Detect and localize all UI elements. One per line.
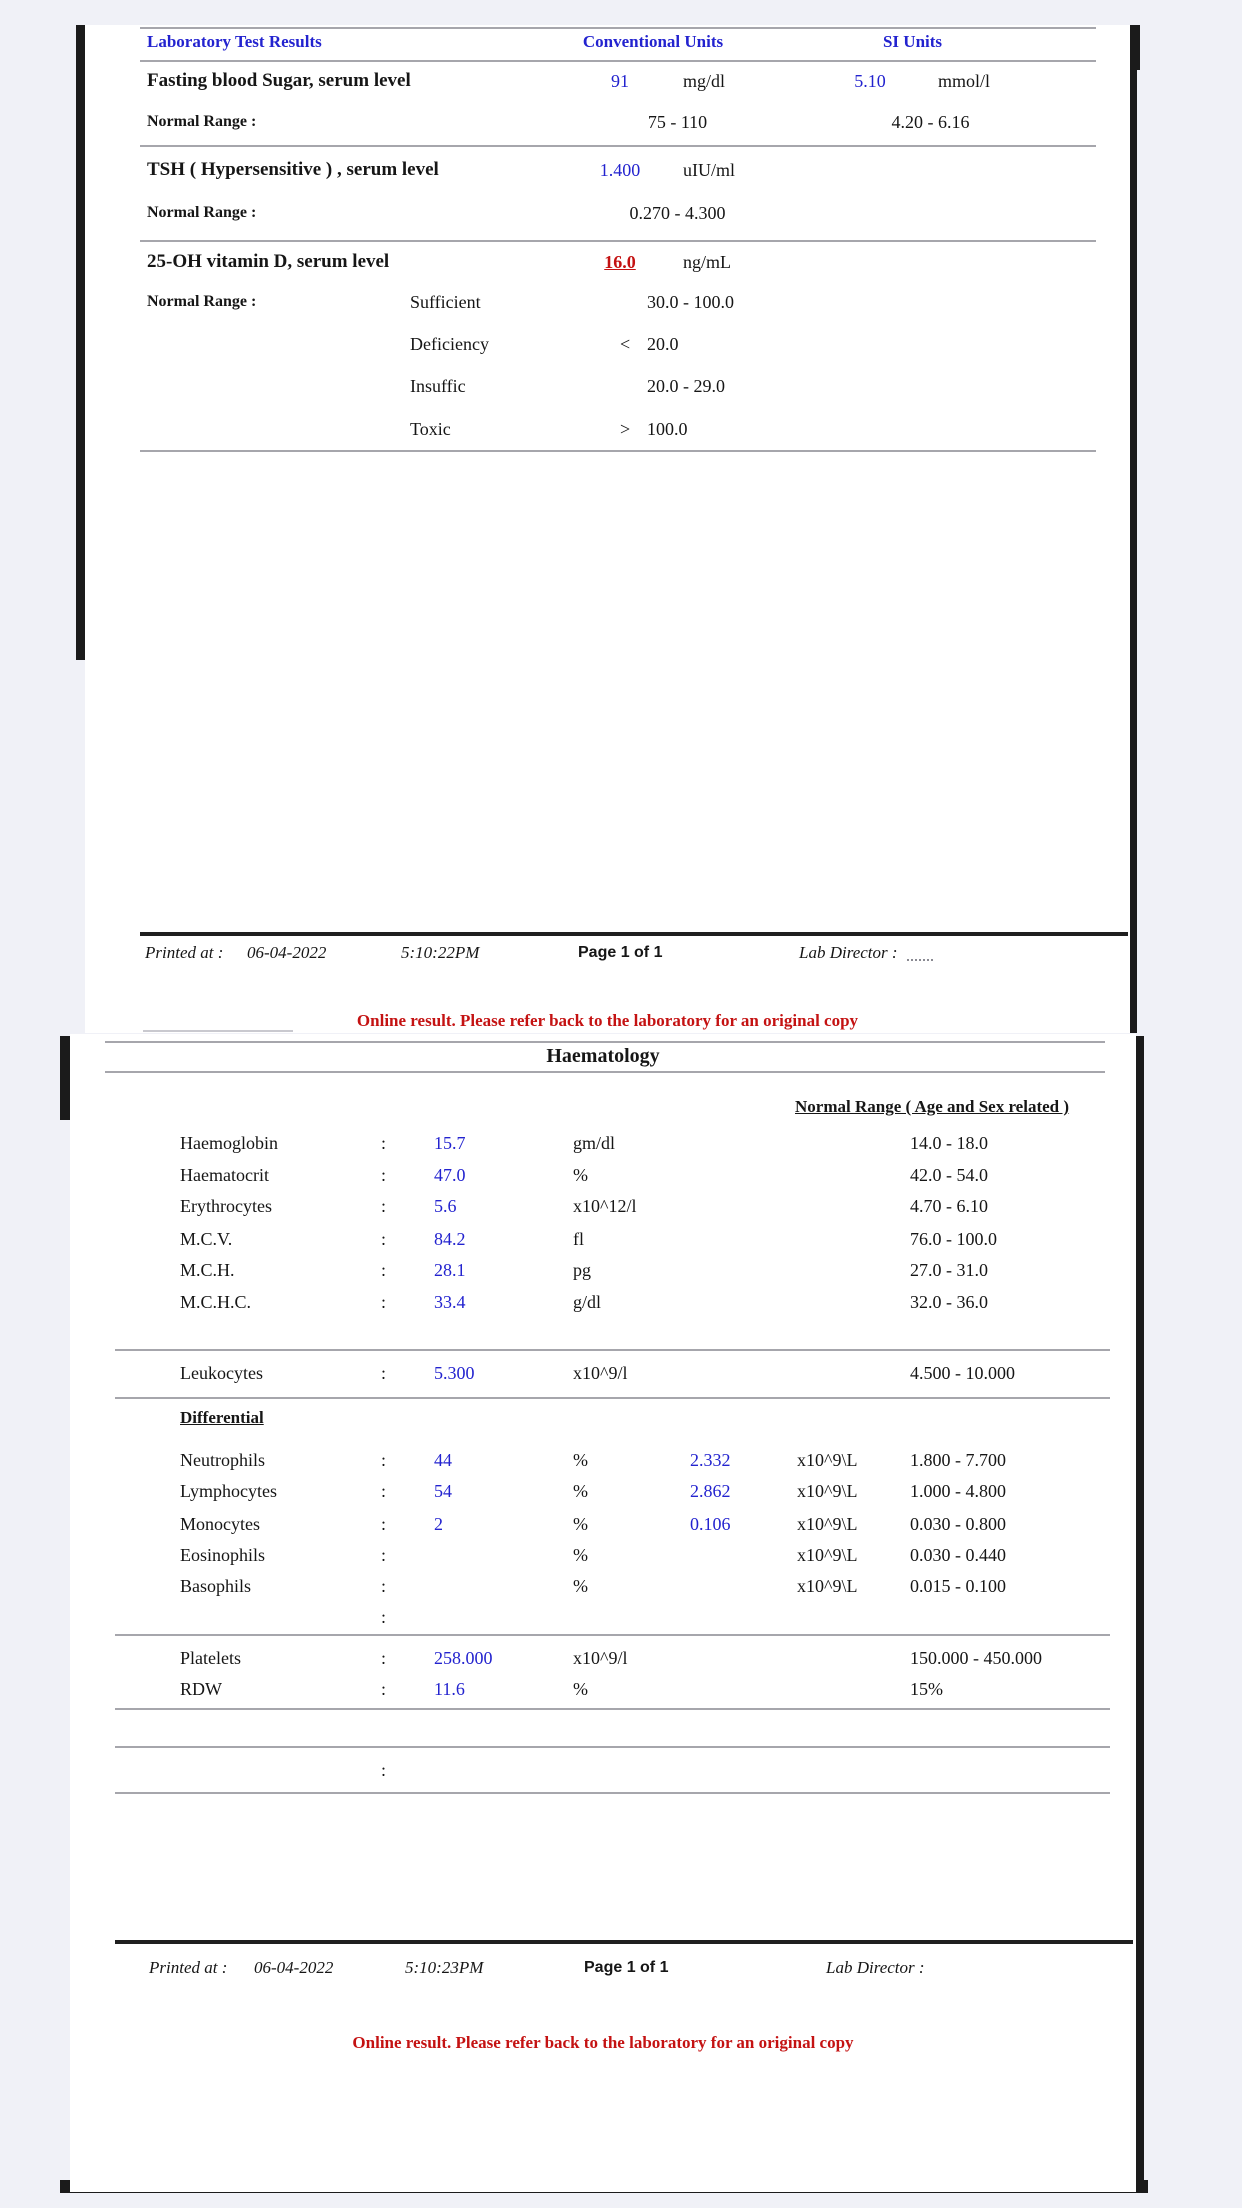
row-colon: : bbox=[381, 1648, 387, 1668]
row-unit: % bbox=[573, 1450, 588, 1470]
vitd-comparator: < bbox=[620, 334, 631, 354]
divider bbox=[140, 60, 1096, 62]
row-absolute-value: 0.106 bbox=[690, 1514, 731, 1534]
normal-range-column-header: Normal Range ( Age and Sex related ) bbox=[795, 1097, 1070, 1116]
normal-range-conventional: 75 - 110 bbox=[647, 112, 708, 132]
row-value: 5.6 bbox=[434, 1196, 457, 1216]
normal-range-label: Normal Range : bbox=[147, 204, 257, 221]
row-unit: fl bbox=[573, 1229, 584, 1249]
row-colon: : bbox=[381, 1576, 387, 1596]
row-absolute-unit: x10^9\L bbox=[797, 1545, 858, 1565]
column-header-conventional-units: Conventional Units bbox=[582, 32, 724, 51]
row-value: 33.4 bbox=[434, 1292, 466, 1312]
printed-at-label: Printed at : bbox=[145, 943, 224, 962]
row-unit: % bbox=[573, 1576, 588, 1596]
page-title: Laboratory Test Results bbox=[147, 32, 322, 51]
row-value: 44 bbox=[434, 1450, 452, 1470]
row-range: 0.030 - 0.440 bbox=[910, 1545, 1006, 1565]
row-range: 27.0 - 31.0 bbox=[910, 1260, 988, 1280]
row-absolute-unit: x10^9\L bbox=[797, 1481, 858, 1501]
test-unit-vitamin-d: ng/mL bbox=[683, 252, 731, 272]
row-unit: g/dl bbox=[573, 1292, 602, 1312]
row-unit: % bbox=[573, 1481, 588, 1501]
table-row bbox=[70, 1480, 1136, 1502]
test-unit-tsh: uIU/ml bbox=[683, 160, 735, 180]
table-row bbox=[70, 1362, 1136, 1384]
row-colon: : bbox=[381, 1607, 387, 1627]
vitd-category-label: Insuffic bbox=[410, 376, 466, 396]
row-colon: : bbox=[381, 1760, 387, 1780]
row-unit: x10^9/l bbox=[573, 1648, 628, 1668]
row-unit: % bbox=[573, 1545, 588, 1565]
row-absolute-unit: x10^9\L bbox=[797, 1450, 858, 1470]
row-colon: : bbox=[381, 1545, 387, 1565]
row-value: 84.2 bbox=[434, 1229, 466, 1249]
row-colon: : bbox=[381, 1450, 387, 1470]
footer-rule bbox=[115, 1940, 1133, 1944]
row-range: 14.0 - 18.0 bbox=[910, 1133, 988, 1153]
test-unit-fasting-blood-sugar: mg/dl bbox=[683, 71, 726, 91]
row-unit: x10^9/l bbox=[573, 1363, 628, 1383]
row-label: Erythrocytes bbox=[180, 1196, 272, 1216]
table-row bbox=[70, 1544, 1136, 1566]
table-row bbox=[70, 1228, 1136, 1250]
row-label: Leukocytes bbox=[180, 1363, 263, 1383]
lab-report-page-1 bbox=[85, 25, 1130, 1033]
lab-report-page-2 bbox=[70, 1034, 1136, 2192]
row-range: 150.000 - 450.000 bbox=[910, 1648, 1042, 1668]
test-si-value-fasting-blood-sugar: 5.10 bbox=[854, 71, 886, 91]
table-row bbox=[70, 1195, 1136, 1217]
row-range: 32.0 - 36.0 bbox=[910, 1292, 988, 1312]
row-colon: : bbox=[381, 1481, 387, 1501]
footer-rule bbox=[140, 932, 1128, 936]
scan-edge-left-page1 bbox=[76, 25, 85, 660]
divider bbox=[115, 1746, 1110, 1748]
row-label: Eosinophils bbox=[180, 1545, 266, 1565]
row-label: Monocytes bbox=[180, 1514, 260, 1534]
page-number: Page 1 of 1 bbox=[584, 1959, 669, 1976]
row-unit: gm/dl bbox=[573, 1133, 616, 1153]
table-row bbox=[70, 1449, 1136, 1471]
table-row bbox=[70, 1678, 1136, 1700]
normal-range-si: 4.20 - 6.16 bbox=[891, 112, 970, 132]
row-value: 54 bbox=[434, 1481, 452, 1501]
row-range: 76.0 - 100.0 bbox=[910, 1229, 997, 1249]
table-row bbox=[70, 1647, 1136, 1669]
test-name-fasting-blood-sugar: Fasting blood Sugar, serum level bbox=[147, 70, 411, 91]
printed-date: 06-04-2022 bbox=[247, 943, 327, 962]
column-header-si-units: SI Units bbox=[882, 32, 943, 51]
row-label: M.C.H. bbox=[180, 1260, 235, 1280]
table-row bbox=[70, 1132, 1136, 1154]
row-label: M.C.V. bbox=[180, 1229, 233, 1249]
divider bbox=[140, 450, 1096, 452]
table-row bbox=[70, 1759, 1136, 1781]
row-range: 0.015 - 0.100 bbox=[910, 1576, 1006, 1596]
row-colon: : bbox=[381, 1133, 387, 1153]
row-range: 15% bbox=[910, 1679, 943, 1699]
vitd-comparator: > bbox=[620, 419, 631, 439]
row-range: 0.030 - 0.800 bbox=[910, 1514, 1006, 1534]
row-absolute-value: 2.862 bbox=[690, 1481, 731, 1501]
row-colon: : bbox=[381, 1292, 387, 1312]
row-range: 1.800 - 7.700 bbox=[910, 1450, 1006, 1470]
row-unit: % bbox=[573, 1165, 588, 1185]
table-row bbox=[70, 1606, 1136, 1628]
vitd-category-label: Sufficient bbox=[410, 292, 481, 312]
normal-range-label: Normal Range : bbox=[147, 113, 257, 130]
divider bbox=[115, 1792, 1110, 1794]
table-row bbox=[70, 1575, 1136, 1597]
test-value-vitamin-d: 16.0 bbox=[604, 252, 636, 272]
online-result-notice: Online result. Please refer back to the laboratory for an original copy bbox=[352, 2033, 854, 2052]
row-absolute-unit: x10^9\L bbox=[797, 1514, 858, 1534]
test-si-unit-fasting-blood-sugar: mmol/l bbox=[938, 71, 991, 91]
row-label: Platelets bbox=[180, 1648, 241, 1668]
printed-at-label: Printed at : bbox=[149, 1958, 228, 1977]
table-row bbox=[70, 1259, 1136, 1281]
test-name-tsh: TSH ( Hypersensitive ) , serum level bbox=[147, 159, 439, 180]
divider bbox=[140, 145, 1096, 147]
row-label: Basophils bbox=[180, 1576, 252, 1596]
printed-time: 5:10:23PM bbox=[405, 1958, 484, 1977]
page-number: Page 1 of 1 bbox=[578, 944, 663, 961]
row-label: RDW bbox=[180, 1679, 222, 1699]
divider bbox=[115, 1397, 1110, 1399]
row-value: 5.300 bbox=[434, 1363, 475, 1383]
row-range: 42.0 - 54.0 bbox=[910, 1165, 988, 1185]
row-value: 2 bbox=[434, 1514, 443, 1534]
differential-heading: Differential bbox=[180, 1408, 264, 1427]
normal-range-tsh: 0.270 - 4.300 bbox=[629, 203, 726, 223]
row-value: 258.000 bbox=[434, 1648, 493, 1668]
row-range: 4.500 - 10.000 bbox=[910, 1363, 1015, 1383]
scan-edge-right-page1 bbox=[1130, 25, 1137, 1033]
row-unit: x10^12/l bbox=[573, 1196, 637, 1216]
table-row bbox=[70, 1513, 1136, 1535]
scan-artifact-line bbox=[143, 1030, 293, 1032]
row-absolute-value: 2.332 bbox=[690, 1450, 731, 1470]
row-colon: : bbox=[381, 1196, 387, 1216]
row-value: 28.1 bbox=[434, 1260, 466, 1280]
test-value-fasting-blood-sugar: 91 bbox=[611, 71, 629, 91]
divider bbox=[115, 1708, 1110, 1710]
scan-edge-right-page2 bbox=[1136, 1036, 1144, 2192]
row-value: 11.6 bbox=[434, 1679, 465, 1699]
row-label: M.C.H.C. bbox=[180, 1292, 252, 1312]
divider bbox=[140, 240, 1096, 242]
lab-director-label: Lab Director : bbox=[799, 943, 898, 962]
vitd-category-range: 20.0 bbox=[647, 334, 679, 354]
scan-edge-left-page2 bbox=[60, 1036, 70, 1120]
vitd-category-range: 20.0 - 29.0 bbox=[647, 376, 725, 396]
normal-range-label: Normal Range : bbox=[147, 293, 257, 310]
row-range: 4.70 - 6.10 bbox=[910, 1196, 988, 1216]
divider bbox=[115, 1349, 1110, 1351]
row-label: Haematocrit bbox=[180, 1165, 269, 1185]
row-value: 15.7 bbox=[434, 1133, 466, 1153]
divider bbox=[105, 1071, 1105, 1073]
divider bbox=[105, 1041, 1105, 1043]
table-row bbox=[70, 1164, 1136, 1186]
test-value-tsh: 1.400 bbox=[599, 160, 641, 180]
divider bbox=[140, 27, 1096, 29]
vitd-category-range: 100.0 bbox=[647, 419, 688, 439]
row-colon: : bbox=[381, 1363, 387, 1383]
row-range: 1.000 - 4.800 bbox=[910, 1481, 1006, 1501]
row-value: 47.0 bbox=[434, 1165, 466, 1185]
vitd-category-label: Deficiency bbox=[410, 334, 489, 354]
row-colon: : bbox=[381, 1229, 387, 1249]
row-label: Haemoglobin bbox=[180, 1133, 278, 1153]
section-title-haematology: Haematology bbox=[546, 1045, 660, 1067]
vitd-category-range: 30.0 - 100.0 bbox=[647, 292, 734, 312]
signature-mark bbox=[907, 959, 933, 961]
divider bbox=[115, 1634, 1110, 1636]
row-unit: % bbox=[573, 1679, 588, 1699]
row-absolute-unit: x10^9\L bbox=[797, 1576, 858, 1596]
row-label: Neutrophils bbox=[180, 1450, 265, 1470]
online-result-notice: Online result. Please refer back to the laboratory for an original copy bbox=[356, 1011, 859, 1030]
row-label: Lymphocytes bbox=[180, 1481, 277, 1501]
row-colon: : bbox=[381, 1679, 387, 1699]
row-unit: % bbox=[573, 1514, 588, 1534]
lab-director-label: Lab Director : bbox=[826, 1958, 925, 1977]
printed-date: 06-04-2022 bbox=[254, 1958, 334, 1977]
row-unit: pg bbox=[573, 1260, 591, 1280]
table-row bbox=[70, 1291, 1136, 1313]
row-colon: : bbox=[381, 1165, 387, 1185]
printed-time: 5:10:22PM bbox=[401, 943, 480, 962]
vitd-category-label: Toxic bbox=[410, 419, 451, 439]
test-name-vitamin-d: 25-OH vitamin D, serum level bbox=[147, 251, 390, 272]
row-colon: : bbox=[381, 1514, 387, 1534]
row-colon: : bbox=[381, 1260, 387, 1280]
